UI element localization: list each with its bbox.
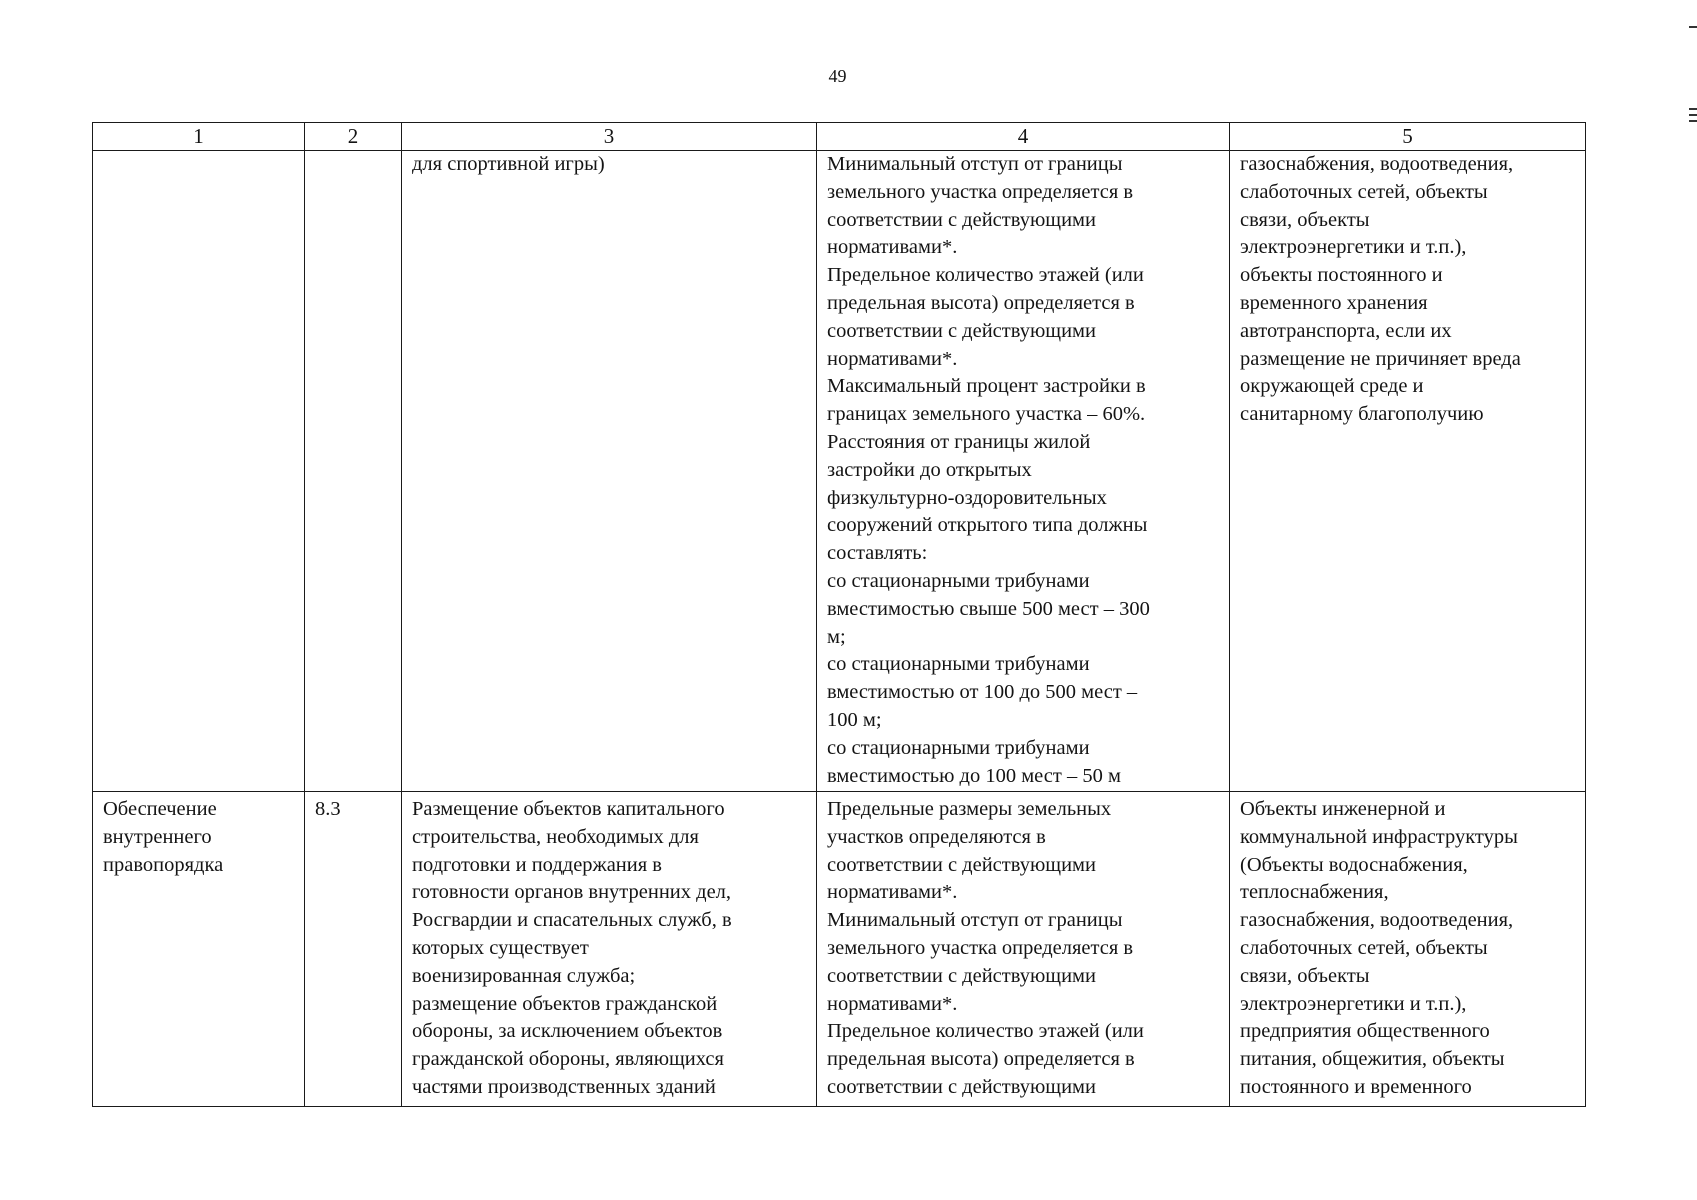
cell-parameters: Предельные размеры земельных участков определяются в соответствии с действующими нормативами*. Минимальный отступ от границы земельного участка определяется в соответствии с действующими нормативами*. Предельное количество этажей (или предельная высота) определяется в соответствии с действующими (817, 792, 1230, 1107)
cell-description: для спортивной игры) (402, 151, 817, 792)
scan-edge-mark (1689, 114, 1697, 116)
column-header: 1 (93, 123, 305, 151)
cell-code: 8.3 (305, 792, 402, 1107)
cell-use-type: Обеспечение внутреннего правопорядка (93, 792, 305, 1107)
scan-edge-mark (1689, 26, 1697, 28)
cell-auxiliary-uses: Объекты инженерной и коммунальной инфраструктуры (Объекты водоснабжения, теплоснабжения, газоснабжения, водоотведения, слаботочных сетей, объекты связи, объекты электроэнергетики и т.п.), предприятия общественного питания, общежития, объекты постоянного и временного (1230, 792, 1586, 1107)
cell-auxiliary-uses: газоснабжения, водоотведения, слаботочных сетей, объекты связи, объекты электроэнергетики и т.п.), объекты постоянного и временного хранения автотранспорта, если их размещение не причиняет вреда окружающей среде и санитарному благополучию (1230, 151, 1586, 792)
cell-use-type (93, 151, 305, 792)
table-row (93, 151, 1586, 792)
regulations-table (92, 122, 1586, 1107)
column-header: 3 (402, 123, 817, 151)
table-header-row (93, 123, 1586, 151)
scan-edge-mark (1689, 120, 1697, 122)
page-number: 49 (828, 66, 847, 86)
cell-code (305, 151, 402, 792)
column-header: 5 (1230, 123, 1586, 151)
column-header: 2 (305, 123, 402, 151)
scan-edge-mark (1689, 108, 1697, 110)
table-row (93, 792, 1586, 1107)
cell-description: Размещение объектов капитального строительства, необходимых для подготовки и поддержания в готовности органов внутренних дел, Росгвардии и спасательных служб, в которых существует военизированная служба; размещение объектов гражданской обороны, за исключением объектов гражданской обороны, являющихся частями производственных зданий (402, 792, 817, 1107)
column-header: 4 (817, 123, 1230, 151)
cell-parameters: Минимальный отступ от границы земельного участка определяется в соответствии с действующими нормативами*. Предельное количество этажей (или предельная высота) определяется в соответствии с действующими нормативами*. Максимальный процент застройки в границах земельного участка – 60%. Расстояния от границы жилой застройки до открытых физкультурно-оздоровительных сооружений открытого типа должны составлять: со стационарными трибунами вместимостью свыше 500 мест – 300 м; со стационарными трибунами вместимостью от 100 до 500 мест – 100 м; со стационарными трибунами вместимостью до 100 мест – 50 м (817, 151, 1230, 792)
